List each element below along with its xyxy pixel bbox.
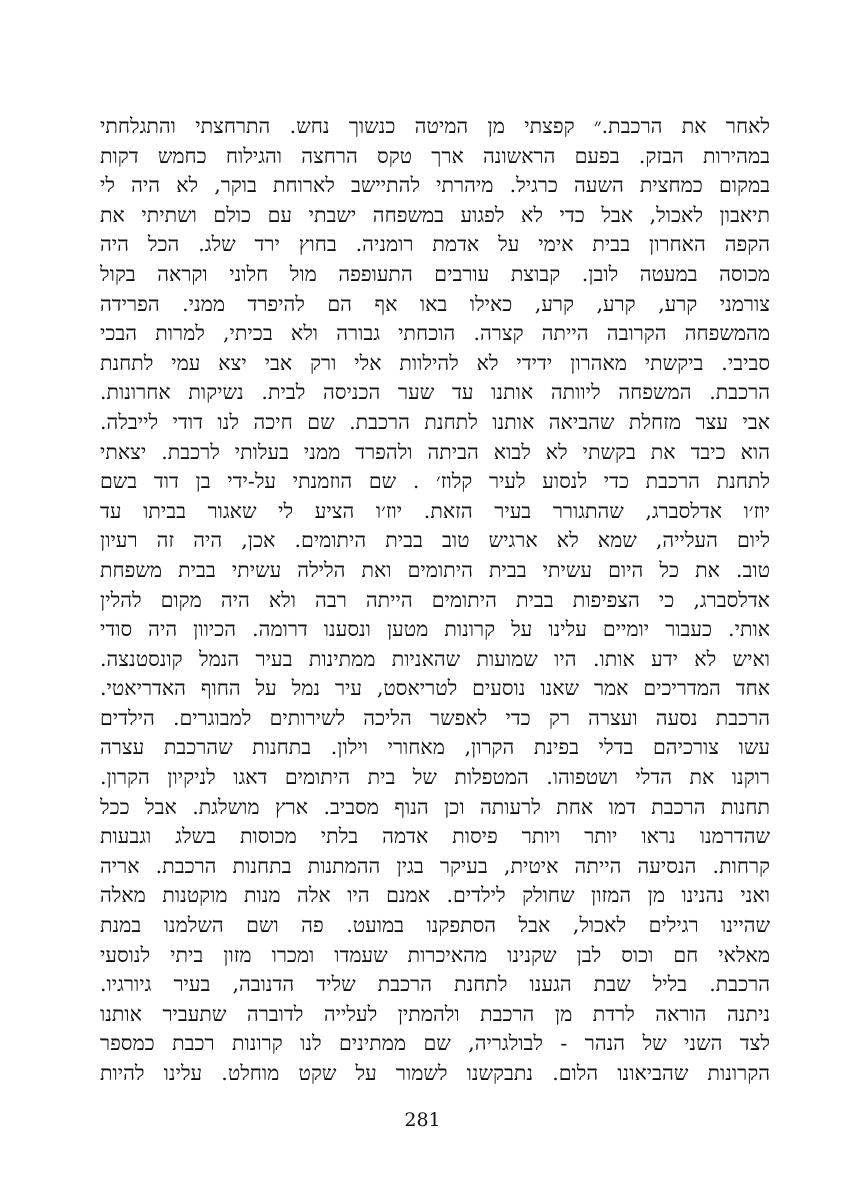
text-line: במקום כמחצית השעה כרגיל. מיהרתי להתיישב לארוחת בוקר, לא היה לי [100, 173, 770, 198]
text-line: הקפה האחרון בבית אימי על אדמת רומניה. בחוץ ירד שלג. הכל היה [100, 232, 770, 257]
body-text [100, 112, 770, 1089]
text-line: אבי עצר מזחלת שהביאה אותנו לתחנת הרכבת. שם חיכה לנו דודי לייבלה. [100, 409, 770, 434]
text-line: תחנות הרכבת דמו אחת לרעותה וכן הנוף מסביב. ארץ מושלגת. אבל ככל [100, 794, 770, 819]
text-line: קרחות. הנסיעה הייתה איטית, בעיקר בגין ההמתנות בתחנות הרכבת. אריה [100, 853, 770, 878]
text-line: ואיש לא ידע אותו. היו שמועות שהאניות ממתינות בעיר הנמל קונסטנצה. [100, 646, 770, 671]
text-line: לאחר את הרכבת.״ קפצתי מן המיטה כנשוך נחש. התרחצתי והתגלחתי [100, 114, 770, 138]
text-line: טוב. את כל היום עשיתי בבית היתומים ואת הלילה עשיתי בבית משפחת [100, 557, 770, 582]
text-line: ליום העלייה, שמא לא ארגיש טוב בבית היתומים. אכן, היה זה רעיון [100, 528, 770, 553]
text-line: צורמני קרע, קרע, קרע, כאילו באו אף הם להיפרד ממני. הפרידה [100, 291, 770, 316]
text-line: הרכבת. המשפחה ליוותה אותנו עד שער הכניסה לבית. נשיקות אחרונות. [100, 380, 770, 405]
text-line: עשו צורכיהם בדלי בפינת הקרון, מאחורי וילון. בתחנות שהרכבת עצרה [100, 735, 770, 760]
text-line: שהדרמנו נראו יותר ויותר פיסות אדמה בלתי מכוסות בשלג וגבעות [100, 824, 770, 849]
text-line: הרכבת. בליל שבת הגענו לתחנת הרכבת שליד הדנובה, בעיר גיורגיו. [100, 972, 770, 997]
text-line: אדלסברג, כי הצפיפות בבית היתומים הייתה רבה ולא היה מקום להלין [100, 587, 770, 612]
text-line: מאלאי חם וכוס לבן שקנינו מהאיכרות שעמדו ומכרו מזון ביתי לנוסעי [100, 942, 770, 967]
page-number: 281 [404, 1109, 441, 1131]
text-line: מהמשפחה הקרובה הייתה קצרה. הוכחתי גבורה ולא בכיתי, למרות הבכי [100, 321, 770, 346]
text-line: שהיינו רגילים לאכול, אבל הסתפקנו במועט. פה ושם השלמנו במנת [100, 913, 770, 938]
text-line: הקרונות שהביאונו הלום. נתבקשנו לשמור על שקט מוחלט. עלינו להיות [100, 1061, 770, 1085]
text-line: הרכבת נסעה ועצרה רק כדי לאפשר הליכה לשירותים למבוגרים. הילדים [100, 705, 770, 730]
text-line: אותי. כעבור יומיים עלינו על קרונות מטען ונסענו דרומה. הכיוון היה סודי [100, 617, 770, 642]
text-line: סביבי. ביקשתי מאהרון ידידי לא להילוות אלי ורק אבי יצא עמי לתחנת [100, 350, 770, 375]
text-line: רוקנו את הדלי ושטפוהו. המטפלות של בית היתומים דאגו לניקיון הקרון. [100, 765, 770, 790]
text-line: ניתנה הוראה לרדת מן הרכבת ולהמתין לעלייה לדוברה שתעביר אותנו [100, 1001, 770, 1026]
text-line: מכוסה במעטה לובן. קבוצת עורבים התעופפה מול חלוני וקראה בקול [100, 261, 770, 286]
text-line: ואני נהנינו מן המזון שחולק לילדים. אמנם היו אלה מנות מוקטנות מאלה [100, 883, 770, 908]
text-line: הוא כיבד את בקשתי לא לבוא הביתה ולהפרד ממני בעלותי לרכבת. יצאתי [100, 439, 770, 464]
text-line: אחד המדריכים אמר שאנו נוסעים לטריאסט, עיר נמל על החוף האדריאטי. [100, 676, 770, 701]
text-line: לצד השני של הנהר - לבולגריה, שם ממתינים לנו קרונות רכבת כמספר [100, 1031, 770, 1056]
text-line: במהירות הבזק. בפעם הראשונה ארך טקס הרחצה והגילוח כחמש דקות [100, 143, 770, 168]
text-line: יוז׳ו אדלסברג, שהתגורר בעיר הזאת. יוז׳ו הציע לי שאגור בביתו עד [100, 498, 770, 523]
text-line: לתחנת הרכבת כדי לנסוע לעיר קלוז׳ . שם הוזמנתי על-ידי בן דוד בשם [100, 469, 770, 494]
text-line: תיאבון לאכול, אבל כדי לא לפגוע במשפחה ישבתי עם כולם ושתיתי את [100, 202, 770, 227]
